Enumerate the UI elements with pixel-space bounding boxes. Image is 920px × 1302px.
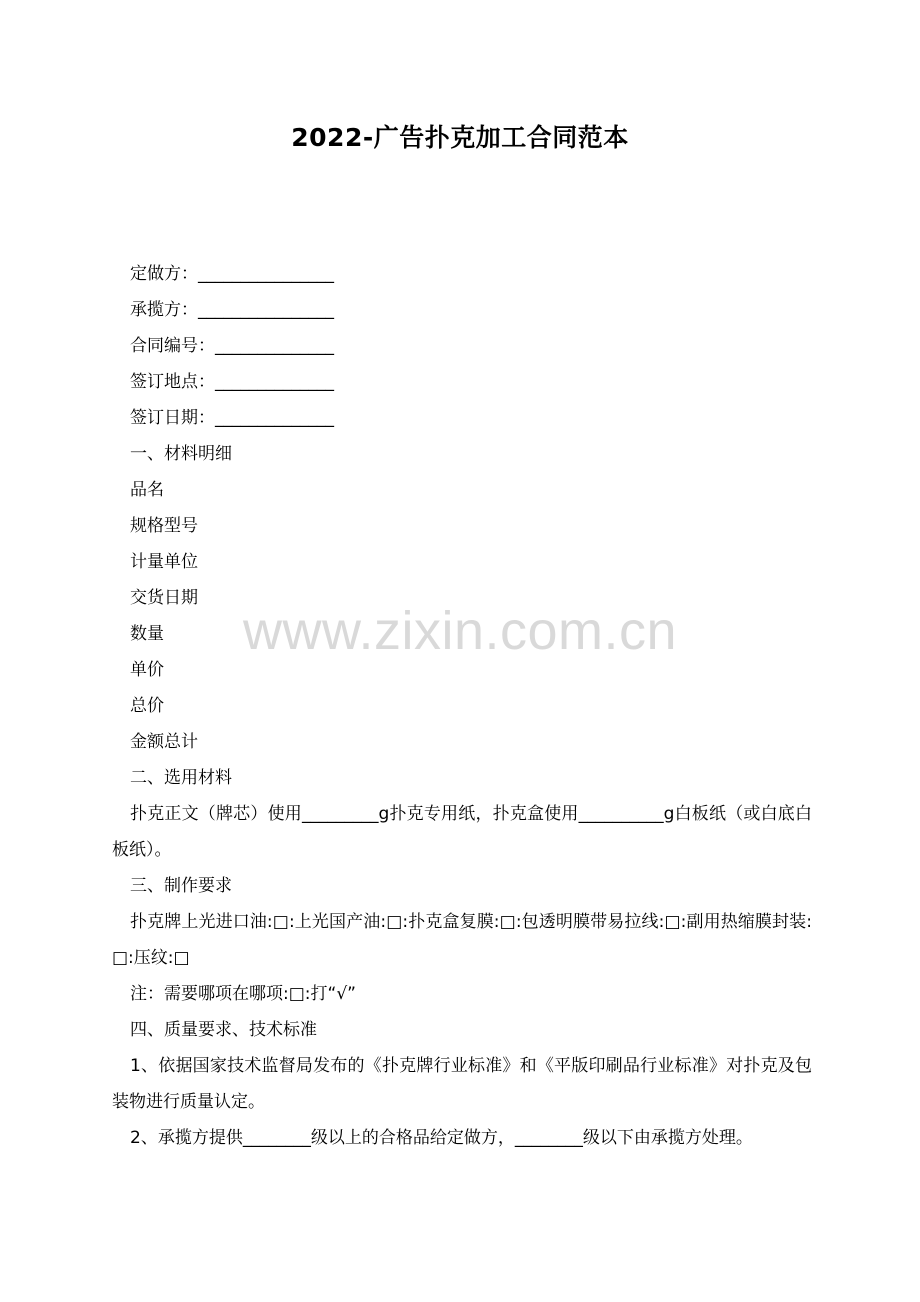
field-orderer: 定做方：________________ xyxy=(130,264,334,284)
paragraph-materials: 扑克正文（牌芯）使用_________g扑克专用纸，扑克盒使用__________g白板纸（或白底白板纸）。 xyxy=(112,804,812,860)
section-heading-requirements: 三、制作要求 xyxy=(130,876,232,896)
document-body xyxy=(112,256,812,1156)
paragraph-quality-1: 1、依据国家技术监督局发布的《扑克牌行业标准》和《平版印刷品行业标准》对扑克及包装物进行质量认定。 xyxy=(112,1056,812,1112)
field-signing-place: 签订地点：______________ xyxy=(130,372,334,392)
item-amount-total: 金额总计 xyxy=(130,732,198,752)
item-delivery-date: 交货日期 xyxy=(130,588,198,608)
item-unit-price: 单价 xyxy=(130,660,164,680)
item-total-price: 总价 xyxy=(130,696,164,716)
paragraph-quality-2: 2、承揽方提供________级以上的合格品给定做方，________级以下由承揽方处理。 xyxy=(130,1128,753,1148)
field-contractor: 承揽方：________________ xyxy=(130,300,334,320)
paragraph-requirements: 扑克牌上光进口油:□:上光国产油:□:扑克盒复膜:□:包透明膜带易拉线:□:副用热缩膜封装:□:压纹:□ xyxy=(112,912,812,968)
note-line: 注：需要哪项在哪项:□:打“√” xyxy=(130,984,356,1004)
section-heading-quality: 四、质量要求、技术标准 xyxy=(130,1020,317,1040)
item-product-name: 品名 xyxy=(130,480,164,500)
item-unit: 计量单位 xyxy=(130,552,198,572)
watermark: www.zixin.com.cn xyxy=(242,601,678,661)
field-contract-number: 合同编号：______________ xyxy=(130,336,334,356)
item-specification: 规格型号 xyxy=(130,516,198,536)
section-heading-selected-materials: 二、选用材料 xyxy=(130,768,232,788)
field-signing-date: 签订日期：______________ xyxy=(130,408,334,428)
section-heading-materials-detail: 一、材料明细 xyxy=(130,444,232,464)
document-title: 2022-广告扑克加工合同范本 xyxy=(291,123,629,152)
item-quantity: 数量 xyxy=(130,624,164,644)
